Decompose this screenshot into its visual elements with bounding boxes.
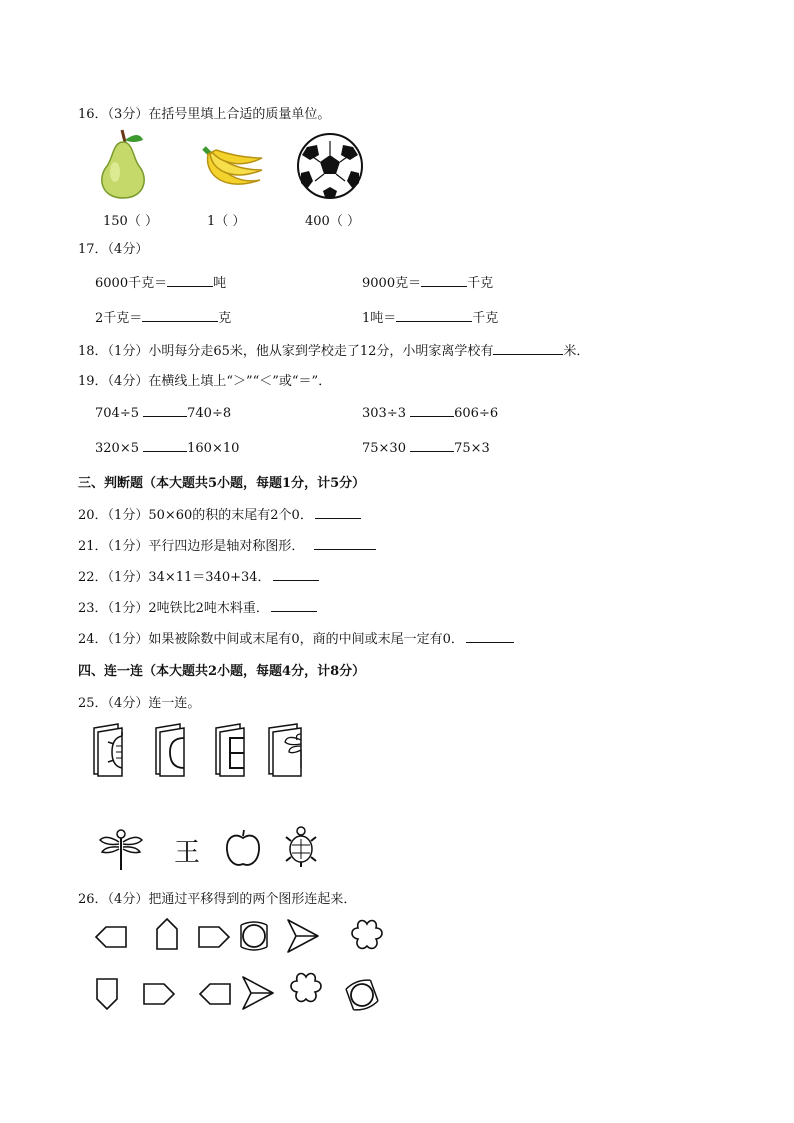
q17-row2-left [95, 307, 231, 326]
q17-r2l-prefix: 2千克＝ [95, 311, 143, 326]
q19-r1r-b: 606÷6 [454, 406, 499, 421]
q16-label-bananas: 1（ ） [207, 214, 246, 229]
answer-blank[interactable] [421, 274, 467, 287]
pentagon-left-icon[interactable] [94, 925, 128, 949]
q19-row1-left [95, 404, 231, 421]
q19-row1-right [362, 404, 498, 421]
q19-r2l-b: 160×10 [187, 441, 240, 456]
star-arrow-icon[interactable] [284, 918, 320, 954]
q16-label-ball: 400（ ） [305, 214, 360, 229]
dragonfly-icon[interactable] [98, 828, 144, 872]
q19-row2-left [95, 439, 239, 456]
q17-r2r-prefix: 1吨＝ [362, 311, 397, 326]
section-heading-connect: 四、连一连（本大题共2小题，每题4分，计8分） [78, 664, 366, 679]
answer-blank[interactable] [493, 342, 563, 355]
q17-r1l-suffix: 吨 [213, 276, 227, 291]
q17-r1r-prefix: 9000克＝ [362, 276, 422, 291]
q19-r1r-a: 303÷3 [362, 406, 406, 421]
q17-row1-left [95, 272, 226, 291]
answer-blank[interactable] [273, 568, 319, 581]
wang-character-icon[interactable]: 王 [174, 838, 201, 868]
q17-r2r-suffix: 千克 [472, 311, 499, 326]
folded-e-icon[interactable] [212, 722, 252, 778]
q26-title: 26．（4分）把通过平移得到的两个图形连起来． [78, 892, 357, 907]
circle-frame-tilted-icon[interactable] [345, 978, 379, 1012]
soccer-ball-icon [297, 133, 363, 199]
q23 [78, 597, 317, 616]
q22 [78, 566, 319, 585]
q24 [78, 628, 514, 647]
q17-r1l-prefix: 6000千克＝ [95, 276, 168, 291]
circle-frame-icon[interactable] [239, 921, 269, 951]
answer-blank[interactable] [271, 599, 317, 612]
q19-r1l-b: 740÷8 [187, 406, 232, 421]
answer-blank[interactable] [315, 506, 361, 519]
q20 [78, 504, 361, 523]
answer-blank[interactable] [466, 630, 514, 643]
pentagon-down-icon[interactable] [95, 977, 119, 1011]
q19-r1l-a: 704÷5 [95, 406, 139, 421]
q17-row2-right [362, 307, 498, 326]
answer-blank[interactable] [143, 404, 187, 417]
answer-blank[interactable] [410, 439, 454, 452]
star-arrow-icon[interactable] [239, 975, 275, 1011]
q19-r2l-a: 320×5 [95, 441, 139, 456]
q19-r2r-b: 75×3 [454, 441, 490, 456]
flower-icon[interactable] [289, 971, 323, 1005]
q21-text: 21．（1分）平行四边形是轴对称图形． [78, 539, 305, 554]
answer-blank[interactable] [167, 274, 213, 287]
turtle-icon[interactable] [284, 825, 318, 869]
q23-text: 23．（1分）2吨铁比2吨木料重． [78, 601, 269, 616]
answer-blank[interactable] [314, 537, 376, 550]
pear-icon [95, 128, 151, 200]
q24-text: 24．（1分）如果被除数中间或末尾有0，商的中间或末尾一定有0． [78, 632, 464, 647]
flower-icon[interactable] [350, 918, 384, 952]
answer-blank[interactable] [143, 439, 187, 452]
folded-apple-icon[interactable] [152, 722, 192, 778]
q17-r1r-suffix: 千克 [467, 276, 494, 291]
q20-text: 20．（1分）50×60的积的末尾有2个0． [78, 508, 313, 523]
section-heading-judge: 三、判断题（本大题共5小题，每题1分，计5分） [78, 476, 366, 491]
folded-dragonfly-icon[interactable] [265, 720, 309, 778]
q18-question [78, 340, 589, 359]
q22-text: 22．（1分）34×11＝340+34． [78, 570, 271, 585]
q19-r2r-a: 75×30 [362, 441, 406, 456]
q16-title: 16．（3分）在括号里填上合适的质量单位。 [78, 107, 331, 122]
q19-title: 19．（4分）在横线上填上“＞”“＜”或“＝”． [78, 374, 332, 389]
q25-title: 25．（4分）连一连。 [78, 696, 201, 711]
q18-unit: 米． [563, 344, 590, 359]
answer-blank[interactable] [396, 309, 472, 322]
q17-r2l-suffix: 克 [218, 311, 232, 326]
q18-text: 18．（1分）小明每分走65米，他从家到学校走了12分，小明家离学校有 [78, 344, 494, 359]
answer-blank[interactable] [410, 404, 454, 417]
q17-row1-right [362, 272, 493, 291]
pentagon-left-icon[interactable] [198, 982, 232, 1006]
bananas-icon [196, 140, 266, 196]
folded-turtle-icon[interactable] [92, 722, 132, 778]
q21 [78, 535, 376, 554]
q16-label-pear: 150（ ） [103, 214, 158, 229]
q19-row2-right [362, 439, 490, 456]
apple-icon[interactable] [224, 828, 262, 868]
pentagon-up-icon[interactable] [155, 917, 179, 951]
answer-blank[interactable] [142, 309, 218, 322]
q17-title: 17．（4分） [78, 242, 149, 257]
pentagon-right-icon[interactable] [142, 982, 176, 1006]
pentagon-right-icon[interactable] [197, 925, 231, 949]
